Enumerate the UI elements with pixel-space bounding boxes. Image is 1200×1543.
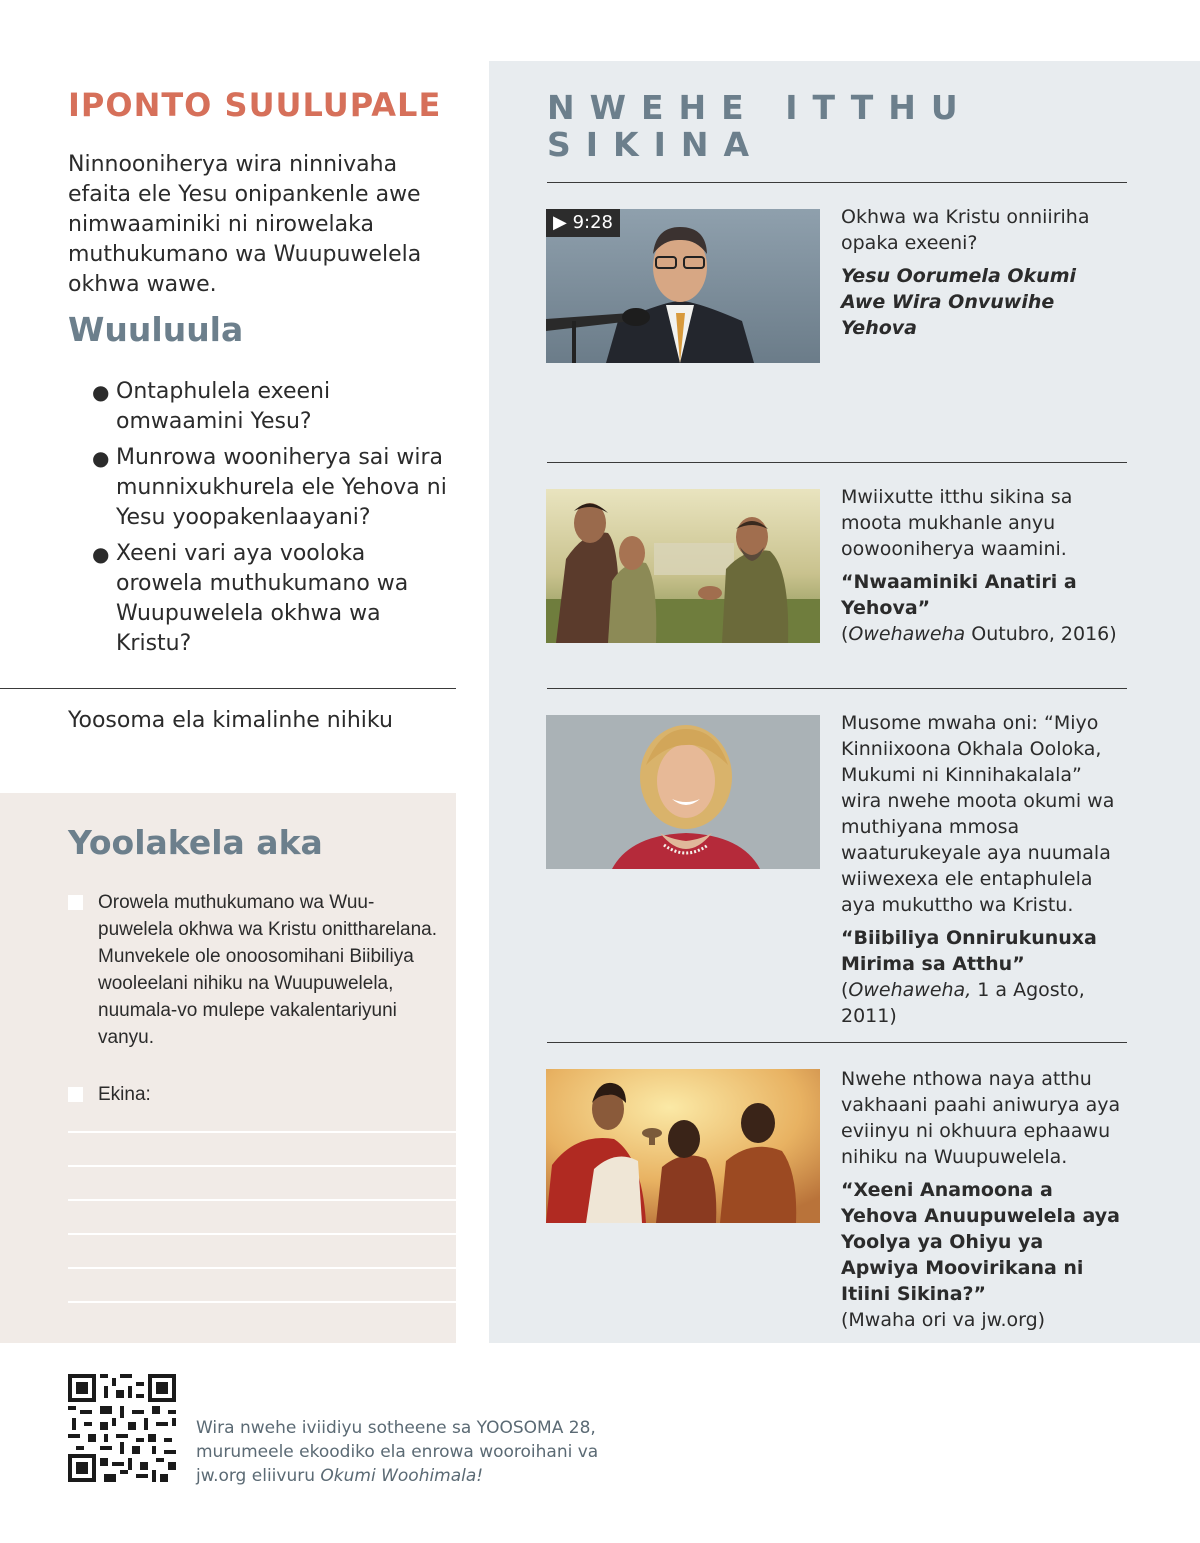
biblical-scene-image [546,489,820,643]
review-question: ● Munrowa wooniherya sai wira munnixukhurela ele Yehova ni Yesu yoopakenlaayani? [92,445,447,530]
qr-code-icon[interactable] [68,1374,176,1482]
entry-description: Musome mwaha oni: “Miyo Kinniixoona Okhala Ooloka, Mukumi ni Kinnihakalala” wira nwehe moota okumi wa muthiyana mmosa waaturukeyale aya nuumala wiiwexexa ele entaphulela aya mukuttho wa Kristu. [841,712,1115,916]
task-text: Ekina: [98,1084,151,1105]
write-line[interactable] [68,1233,456,1235]
assignment-task [68,889,438,1051]
entry-link[interactable]: Yesu Oorumela Okumi Awe Wira Onvuwihe Yehova [841,265,1077,339]
completion-date-label: Yoosoma ela kimalinhe nihiku [68,708,393,733]
write-line[interactable] [68,1165,456,1167]
write-line[interactable] [68,1199,456,1201]
article-thumbnail[interactable] [546,1069,820,1223]
article-thumbnail[interactable] [546,489,820,643]
article-thumbnail[interactable] [546,715,820,869]
assignment-title: Yoolakela aka [68,823,323,862]
entry-description: Nwehe nthowa naya atthu vakhaani paahi aniwurya aya eviinyu ni okhuura ephaawu nihiku na Wuupuwelela. [841,1068,1121,1168]
play-icon: ▶ [553,212,567,233]
write-line[interactable] [68,1301,456,1303]
last-supper-image [546,1069,820,1223]
task-checkbox[interactable] [68,895,83,910]
entry-link[interactable]: “Nwaaminiki Anatiri a Yehova” (Owehaweha Outubro, 2016) [841,571,1117,645]
woman-portrait-image [546,715,820,869]
bullet-icon: ● [92,446,110,470]
review-title: Wuuluula [68,310,244,349]
explore-entry [841,1066,1126,1333]
divider [547,1042,1127,1043]
divider [0,688,456,689]
footer-note: Wira nwehe iviidiyu sotheene sa YOOSOMA 28, murumeele ekoodiko ela enrowa wooroihani va jw.org eliivuru Okumi Woohimala! [196,1418,599,1486]
explore-entry [841,710,1126,1029]
entry-description: Mwiixutte itthu sikina sa moota mukhanle anyu oowooniherya waamini. [841,486,1073,560]
explore-title: NWEHE ITTHU SIKINA [547,88,973,164]
task-text: Orowela muthukumano wa Wuupuwelela okhwa wa Kristu onittharelana. Munvekele ole onoosomihani Biibiliya wooleelani nihiku na Wuupuwelela, nuumala-vo mulepe vakalentariyuni vanyu. [98,892,438,1048]
divider [547,462,1127,463]
video-duration-badge: ▶ 9:28 [546,209,620,237]
divider [547,182,1127,183]
summary-text: Ninnooniherya wira ninnivaha efaita ele Yesu onipankenle awe nimwaaminiki ni nirowelaka muthukumano wa Wuupuwelela okhwa wawe. [68,152,422,297]
explore-entry [841,204,1126,341]
entry-link[interactable]: “Biibiliya Onnirukunuxa Mirima sa Atthu” (Owehaweha, 1 a Agosto, 2011) [841,927,1097,1027]
review-question: ● Ontaphulela exeeni omwaamini Yesu? [92,379,331,434]
entry-link[interactable]: “Xeeni Anamoona a Yehova Anuupuwelela aya Yoolya ya Ohiyu ya Apwiya Moovirikana ni Itiini Sikina?” (Mwaha ori va jw.org) [841,1179,1120,1331]
entry-description: Okhwa wa Kristu onniiriha opaka exeeni? [841,206,1090,254]
assignment-task-other [68,1081,438,1108]
assignment-box [0,793,456,1343]
task-checkbox[interactable] [68,1087,83,1102]
divider [547,688,1127,689]
write-line[interactable] [68,1131,456,1133]
review-question-list [68,377,453,665]
review-question: ● Xeeni vari aya vooloka orowela muthukumano wa Wuupuwelela okhwa wa Kristu? [92,541,409,656]
explore-panel [489,61,1200,1343]
bullet-icon: ● [92,380,110,404]
summary-title: IPONTO SUULUPALE [68,86,442,124]
bullet-icon: ● [92,542,110,566]
video-thumbnail[interactable] [546,209,820,363]
explore-entry [841,484,1126,647]
write-line[interactable] [68,1267,456,1269]
